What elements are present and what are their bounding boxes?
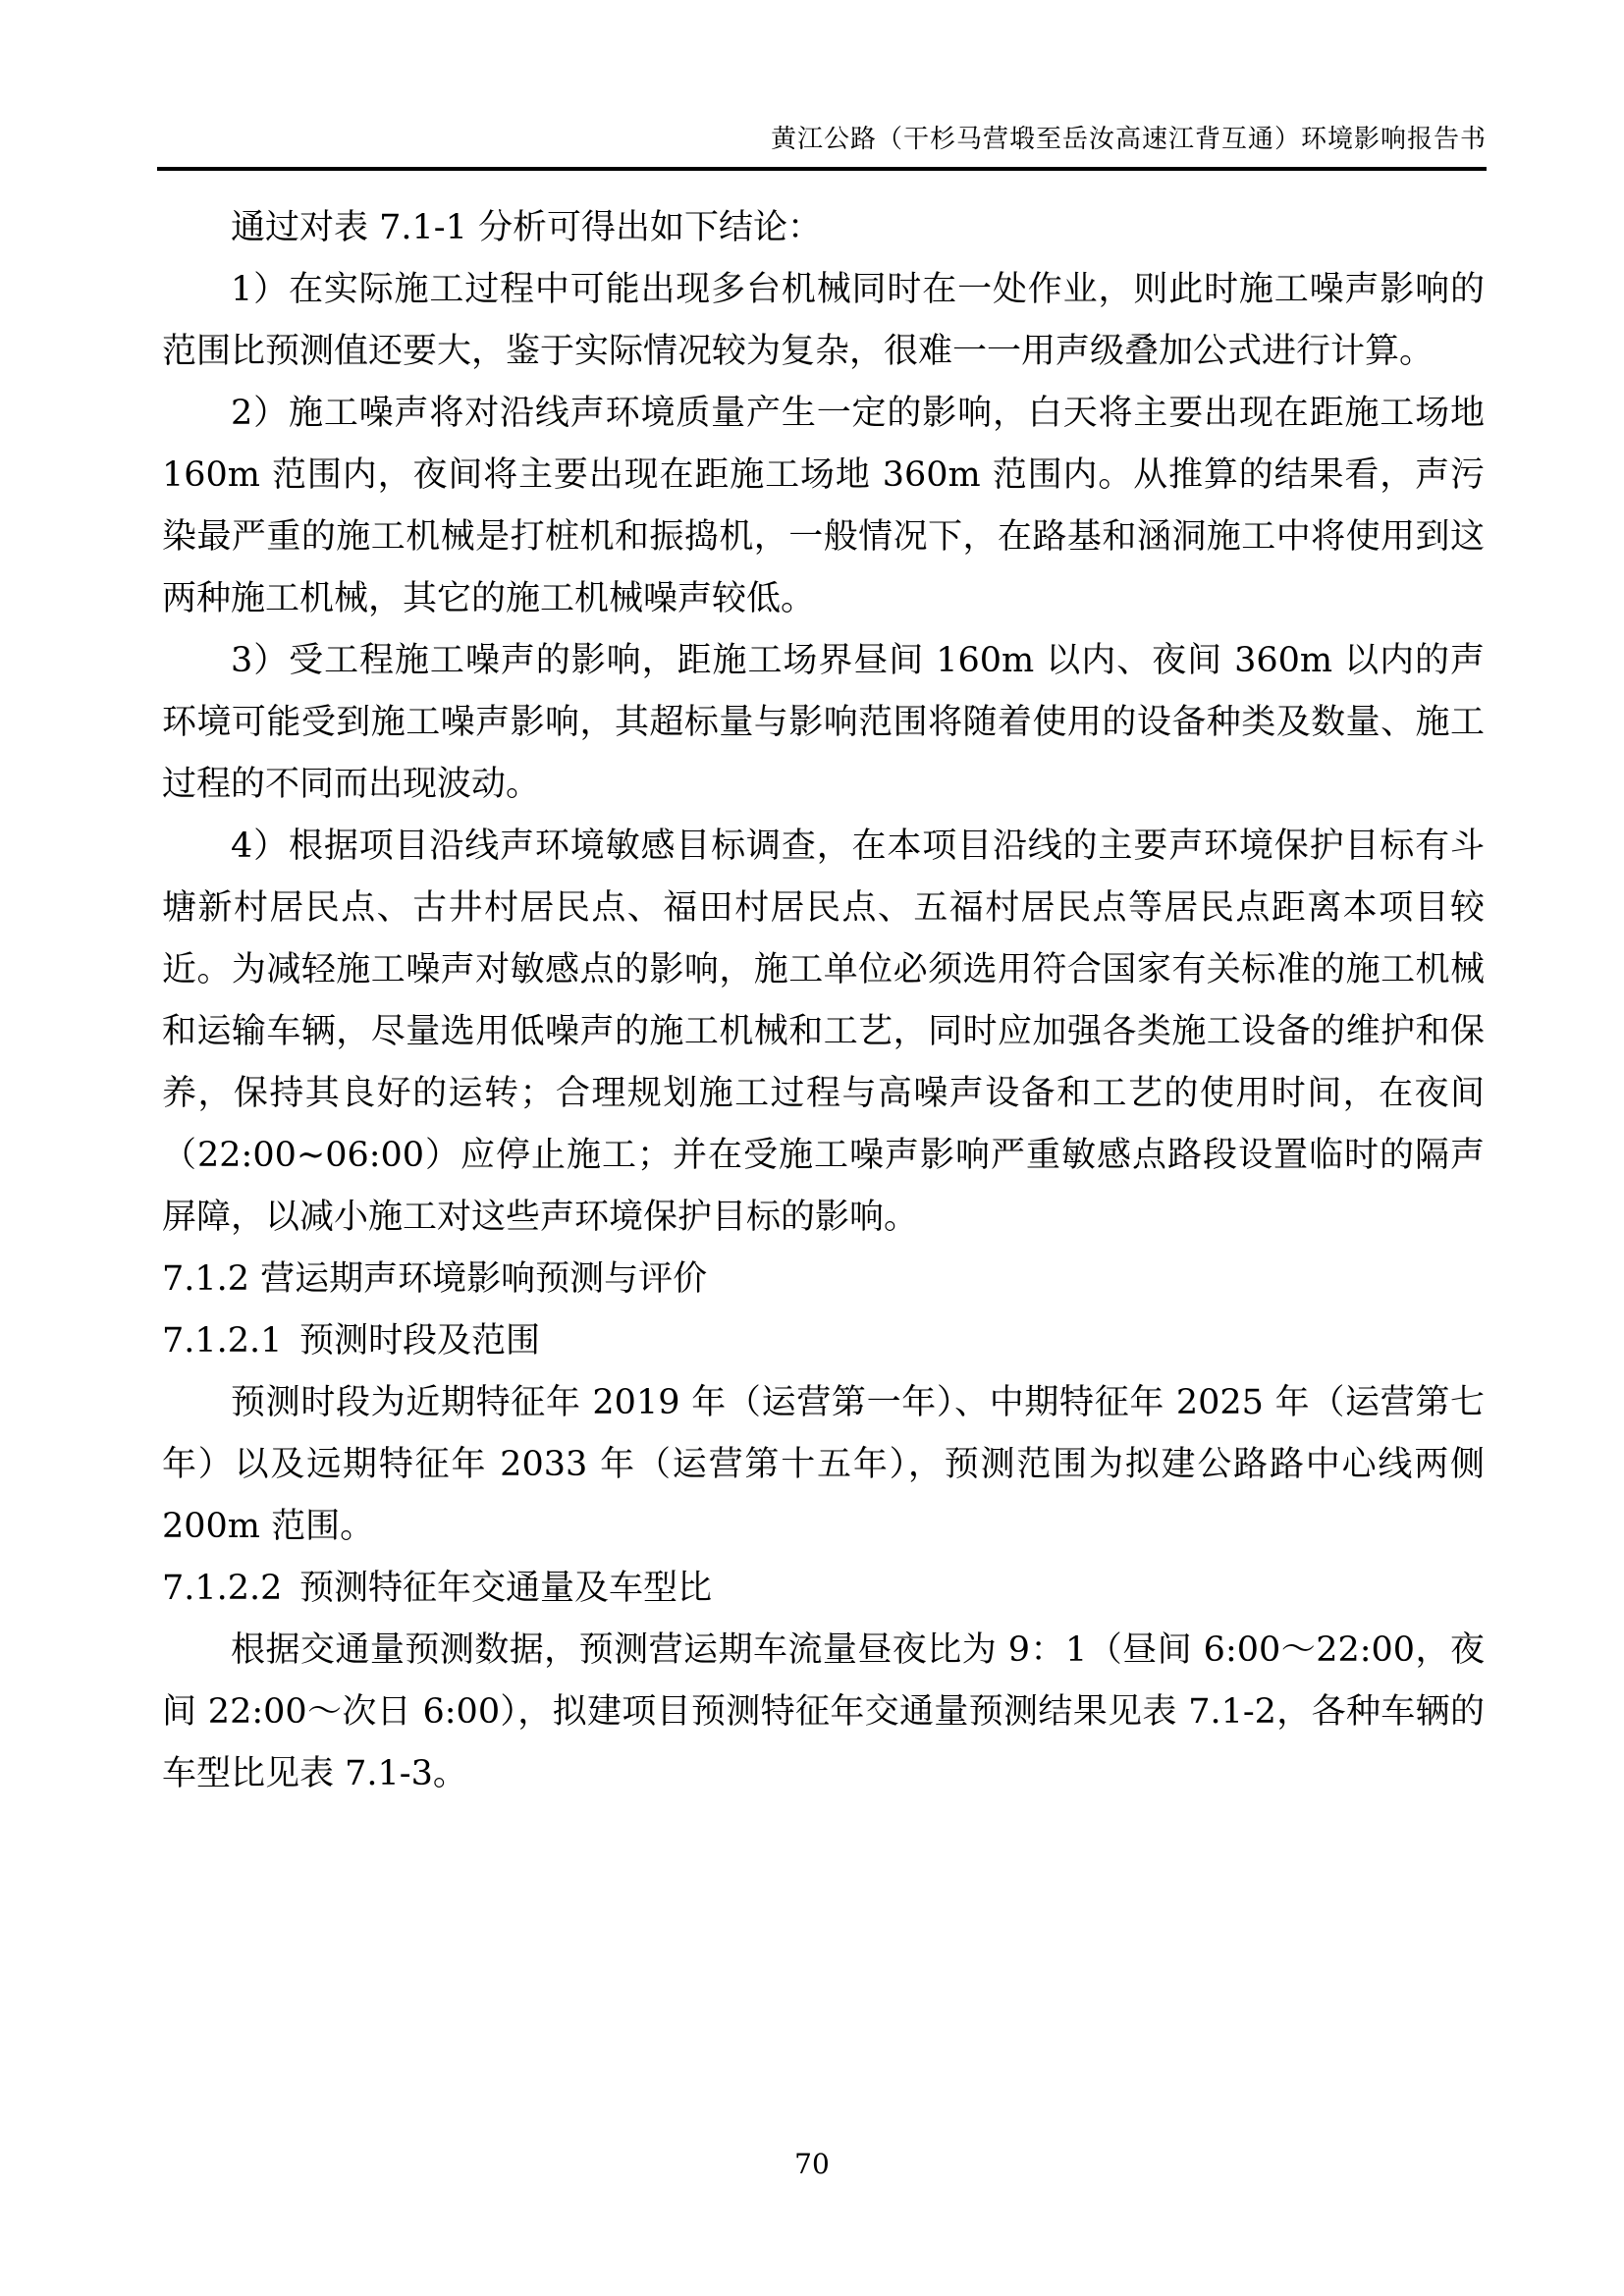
document-body — [162, 197, 1485, 1805]
body-paragraph: 预测时段为近期特征年 2019 年（运营第一年）、中期特征年 2025 年（运营第七年）以及远期特征年 2033 年（运营第十五年），预测范围为拟建公路路中心线两侧 200m 范围。 — [162, 1383, 1485, 1546]
body-paragraph: 根据交通量预测数据，预测营运期车流量昼夜比为 9：1（昼间 6:00～22:00，夜间 22:00～次日 6:00），拟建项目预测特征年交通量预测结果见表 7.1-2，各种车辆的车型比见表 7.1-3。 — [162, 1630, 1485, 1793]
section-heading: 7.1.2.1 预测时段及范围 — [162, 1321, 540, 1361]
page-header-title: 黄江公路（干杉马营塅至岳汝高速江背互通）环境影响报告书 — [157, 124, 1487, 171]
section-heading: 7.1.2 营运期声环境影响预测与评价 — [162, 1259, 708, 1299]
section-heading: 7.1.2.2 预测特征年交通量及车型比 — [162, 1569, 712, 1608]
body-paragraph: 2）施工噪声将对沿线声环境质量产生一定的影响，白天将主要出现在距施工场地 160m 范围内，夜间将主要出现在距施工场地 360m 范围内。从推算的结果看，声污染最严重的施工机械是打桩机和振捣机，一般情况下，在路基和涵洞施工中将使用到这两种施工机械，其它的施工机械噪声较低。 — [162, 394, 1485, 618]
body-paragraph: 1）在实际施工过程中可能出现多台机械同时在一处作业，则此时施工噪声影响的范围比预测值还要大，鉴于实际情况较为复杂，很难一一用声级叠加公式进行计算。 — [162, 270, 1485, 371]
page-number: 70 — [794, 2148, 830, 2180]
body-paragraph: 3）受工程施工噪声的影响，距施工场界昼间 160m 以内、夜间 360m 以内的声环境可能受到施工噪声影响，其超标量与影响范围将随着使用的设备种类及数量、施工过程的不同而出现波动。 — [162, 641, 1485, 804]
body-paragraph: 通过对表 7.1-1 分析可得出如下结论： — [231, 208, 823, 247]
body-paragraph: 4）根据项目沿线声环境敏感目标调查，在本项目沿线的主要声环境保护目标有斗塘新村居民点、古井村居民点、福田村居民点、五福村居民点等居民点距离本项目较近。为减轻施工噪声对敏感点的影响，施工单位必须选用符合国家有关标准的施工机械和运输车辆，尽量选用低噪声的施工机械和工艺，同时应加强各类施工设备的维护和保养，保持其良好的运转；合理规划施工过程与高噪声设备和工艺的使用时间，在夜间（22:00~06:00）应停止施工；并在受施工噪声影响严重敏感点路段设置临时的隔声屏障，以减小施工对这些声环境保护目标的影响。 — [162, 827, 1485, 1237]
